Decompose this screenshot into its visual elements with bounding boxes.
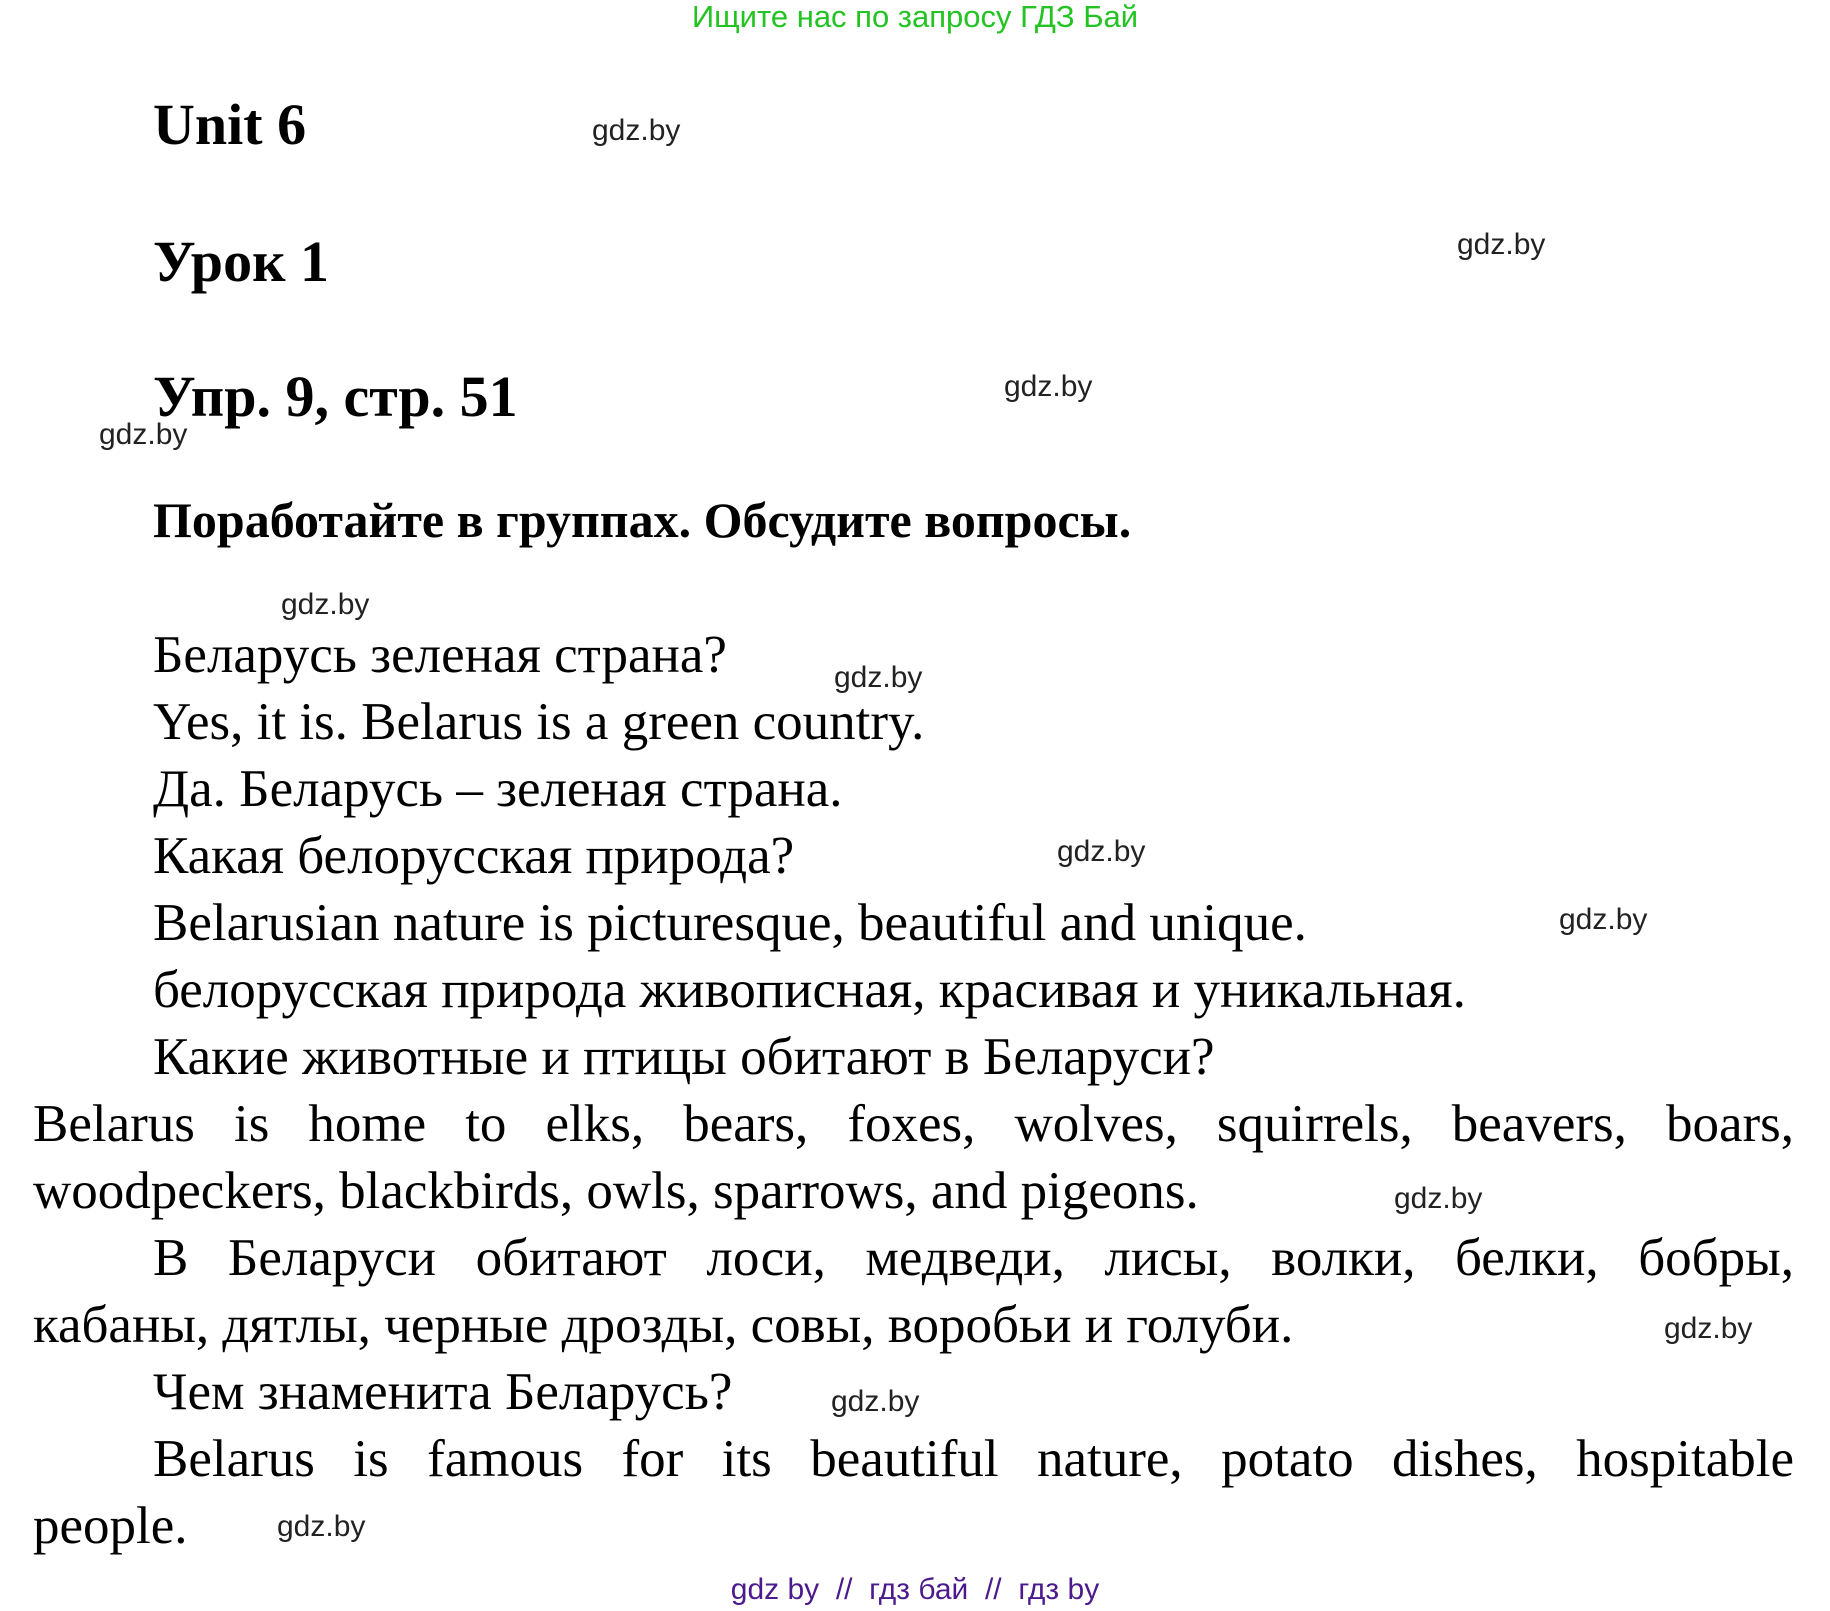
- text-line: Какие животные и птицы обитают в Беларуси?: [153, 1028, 1215, 1086]
- watermark: gdz.by: [1457, 228, 1546, 261]
- lesson-heading: Урок 1: [153, 229, 329, 294]
- watermark: gdz.by: [834, 661, 923, 694]
- watermark: gdz.by: [592, 114, 681, 147]
- text-line: кабаны, дятлы, черные дрозды, совы, воробьи и голуби.: [33, 1296, 1294, 1354]
- text-line: Беларусь зеленая страна?: [153, 626, 727, 684]
- watermark: gdz.by: [1664, 1312, 1753, 1345]
- text-line: people.: [33, 1497, 188, 1555]
- watermark: gdz.by: [99, 418, 188, 451]
- watermark: gdz.by: [281, 588, 370, 621]
- text-line: В Беларуси обитают лоси, медведи, лисы, волки, белки, бобры,: [153, 1229, 1794, 1287]
- text-line: Yes, it is. Belarus is a green country.: [153, 693, 925, 751]
- unit-heading: Unit 6: [153, 92, 307, 157]
- watermark: gdz.by: [1394, 1182, 1483, 1215]
- text-line: woodpeckers, blackbirds, owls, sparrows, and pigeons.: [33, 1162, 1199, 1220]
- task-instruction: Поработайте в группах. Обсудите вопросы.: [153, 492, 1132, 548]
- text-line: Чем знаменита Беларусь?: [153, 1363, 733, 1421]
- text-line: Да. Беларусь – зеленая страна.: [153, 760, 843, 818]
- text-line: Какая белорусская природа?: [153, 827, 795, 885]
- watermark: gdz.by: [1057, 835, 1146, 868]
- text-line: Belarusian nature is picturesque, beautiful and unique.: [153, 894, 1307, 952]
- text-line: Belarus is famous for its beautiful nature, potato dishes, hospitable: [153, 1430, 1794, 1488]
- watermark: gdz.by: [831, 1385, 920, 1418]
- text-line: белорусская природа живописная, красивая и уникальная.: [153, 961, 1466, 1019]
- watermark: gdz.by: [277, 1510, 366, 1543]
- search-hint-banner: Ищите нас по запросу ГДЗ Бай: [691, 0, 1139, 34]
- text-line: Belarus is home to elks, bears, foxes, wolves, squirrels, beavers, boars,: [33, 1095, 1794, 1153]
- watermark: gdz.by: [1004, 370, 1093, 403]
- watermark: gdz.by: [1559, 903, 1648, 936]
- footer-links: gdz by // гдз бай // гдз by: [730, 1573, 1100, 1606]
- exercise-heading: Упр. 9, стр. 51: [153, 364, 518, 429]
